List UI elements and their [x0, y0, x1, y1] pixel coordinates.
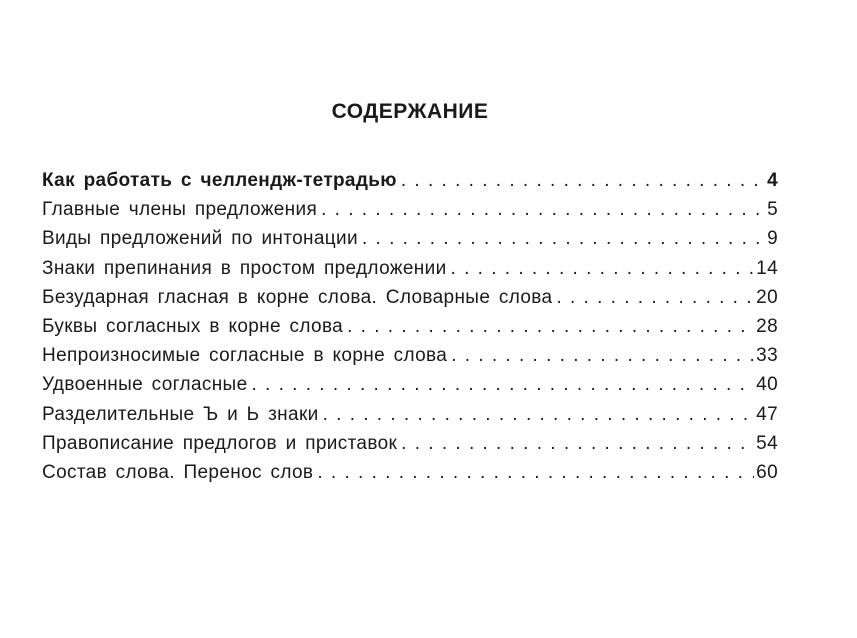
toc-entry: [42, 345, 778, 374]
toc-entry-label: Буквы согласных в корне слова: [42, 315, 344, 337]
toc-entry-page: 14: [756, 257, 778, 279]
toc-leader-dots: [451, 345, 754, 367]
toc-entry: [42, 228, 778, 257]
toc-entry-label: Разделительные Ъ и Ь знаки: [42, 403, 319, 425]
toc-entry-label: Главные члены предложения: [42, 199, 318, 221]
toc-leader-dots: [556, 287, 754, 309]
toc-entry-label: Безударная гласная в корне слова. Словарные слова: [42, 286, 553, 308]
toc-leader-dots: [451, 258, 755, 280]
toc-entry: [42, 287, 778, 316]
table-of-contents: [42, 170, 778, 491]
toc-entry: [42, 316, 778, 345]
toc-entry-page: 5: [767, 199, 778, 221]
toc-entry-label: Виды предложений по интонации: [42, 228, 358, 250]
toc-entry-label: Правописание предлогов и приставок: [42, 432, 398, 454]
toc-entry: [42, 433, 778, 462]
toc-leader-dots: [401, 433, 754, 455]
toc-entry-page: 9: [767, 228, 778, 250]
toc-entry-label: Непроизносимые согласные в корне слова: [42, 345, 448, 367]
toc-leader-dots: [401, 170, 765, 192]
toc-entry: [42, 199, 778, 228]
toc-entry: [42, 462, 778, 491]
toc-leader-dots: [321, 199, 765, 221]
toc-entry-page: 54: [756, 432, 778, 454]
toc-leader-dots: [317, 462, 754, 484]
page-title: СОДЕРЖАНИЕ: [331, 100, 489, 123]
toc-entry-page: 4: [767, 170, 778, 191]
toc-entry-page: 47: [756, 403, 778, 425]
toc-entry: [42, 170, 778, 199]
toc-entry-page: 40: [756, 374, 778, 396]
toc-entry-label: Знаки препинания в простом предложении: [42, 257, 447, 279]
toc-leader-dots: [347, 316, 754, 338]
toc-leader-dots: [362, 228, 765, 250]
toc-entry-label: Как работать с челлендж-тетрадью: [42, 170, 397, 191]
toc-entry-page: 33: [756, 345, 778, 367]
toc-leader-dots: [252, 374, 755, 396]
toc-leader-dots: [323, 404, 755, 426]
toc-entry-page: 28: [756, 315, 778, 337]
toc-entry: [42, 258, 778, 287]
toc-entry-page: 20: [756, 286, 778, 308]
toc-entry-page: 60: [756, 461, 778, 483]
toc-entry-label: Удвоенные согласные: [42, 374, 248, 396]
toc-entry: [42, 374, 778, 403]
toc-entry: [42, 404, 778, 433]
toc-entry-label: Состав слова. Перенос слов: [42, 461, 314, 483]
